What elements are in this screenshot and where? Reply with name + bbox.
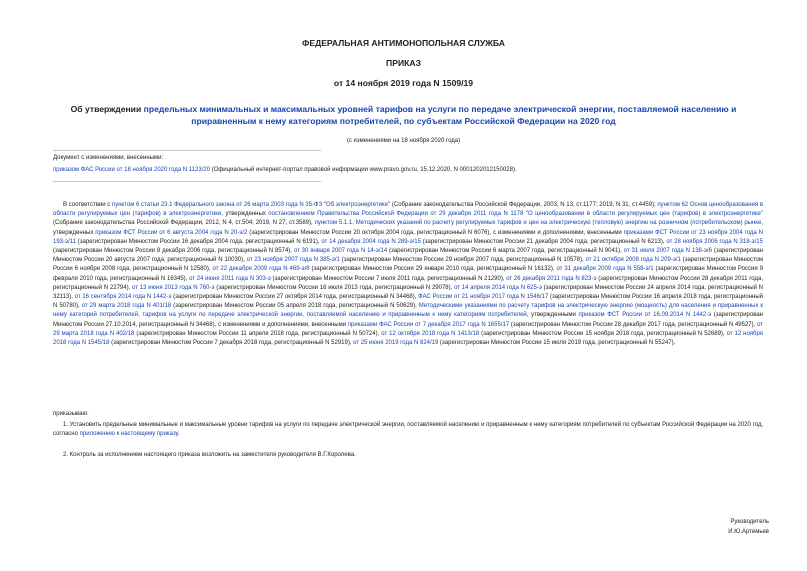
preamble-text: (зарегистрирован Минюстом России 21 декабря 2004 года, регистрационный N 6213), — [420, 238, 667, 245]
preamble-link[interactable]: от 14 декабря 2004 года N 289-э/15 — [321, 238, 421, 245]
order-word: приказываю: — [53, 411, 89, 417]
changes-link[interactable]: приказом ФАС России от 18 ноября 2020 года N 1123/20 — [53, 167, 211, 173]
preamble-link[interactable]: пунктом 5.1.1. Методических указаний по расчету регулируемых тарифов и цен на электрическую (тепловую) энергию на розничном (потребительском) рынке — [314, 220, 762, 227]
preamble-link[interactable]: от 13 июня 2013 года N 760-э — [132, 284, 215, 291]
preamble-text: (Собрание законодательства Российской Федерации, 2012, N 4, ст.504; 2019, N 27, ст.3589), — [53, 220, 315, 227]
preamble-text: (зарегистрирован Минюстом России 28 декабря 2017 года, регистрационный N 49527), — [509, 321, 758, 328]
preamble-text: (зарегистрирован Минюстом России 20 октября 2004 года, регистрационный N 6076), с изменениями и дополнениями, внесенными — [247, 229, 624, 236]
changes-source — [53, 167, 773, 173]
preamble-link[interactable]: от 31 июля 2007 года N 138-э/6 — [623, 248, 712, 255]
preamble-link[interactable]: от 29 марта 2018 года N 402/18 — [53, 321, 764, 337]
preamble-text: (зарегистрирован Минюстом России 8 декабря 2006 года, регистрационный N 8574), — [53, 248, 294, 255]
item-1 — [53, 421, 763, 439]
preamble-link[interactable]: от 12 октября 2018 года N 1413/18 — [381, 330, 480, 337]
signatory-role: Руководитель — [730, 519, 769, 525]
amendment-note: (с изменениями на 18 ноября 2020 года) — [346, 138, 461, 144]
preamble-link[interactable]: приказами ФСТ России от 23 ноября 2004 года N 193-э/11 — [53, 229, 764, 245]
agency-name: ФЕДЕРАЛЬНАЯ АНТИМОНОПОЛЬНАЯ СЛУЖБА — [302, 38, 505, 48]
preamble-link[interactable]: пунктом 6 статьи 23.1 Федерального закона от 26 марта 2003 года N 35-ФЗ "Об электроэнергетике" — [111, 202, 391, 208]
preamble-text: (зарегистрирован Минюстом России 16 июля 2013 года, регистрационный N 29078), — [214, 284, 455, 291]
preamble-text: (зарегистрирован Минюстом России 15 июля 2019 года, регистрационный N 55247), — [438, 340, 676, 347]
preamble-text: (зарегистрирован Минюстом России 16 апреля 2018 года, регистрационный N 50780), — [53, 294, 764, 310]
preamble-link[interactable]: от 14 апреля 2014 года N 625-э — [454, 284, 542, 291]
preamble-text: В соответствии с — [63, 202, 112, 208]
preamble-link[interactable]: от 16 сентября 2014 года N 1442-э — [74, 294, 172, 301]
preamble-link[interactable]: от 26 декабря 2011 года N 823-э — [506, 275, 597, 282]
separator-bottom — [53, 181, 321, 182]
preamble-text: , утвержденных — [221, 211, 269, 218]
preamble-text: (зарегистрирован Минюстом России 28 декабря 2011 года, регистрационный N 22794), — [53, 275, 763, 291]
preamble-text: (зарегистрирован Минюстом России 24 апреля 2014 года, регистрационный N 32113), — [53, 284, 763, 301]
preamble-link[interactable]: постановлением Правительства Российской Федерации от 29 декабря 2011 года N 1178 "О ценообразовании в области регулируемых цен (тарифов) в электроэнергетике" — [268, 211, 763, 218]
preamble-link[interactable]: от 28 ноября 2006 года N 318-э/15 — [666, 238, 763, 245]
preamble — [53, 201, 763, 348]
preamble-text: (зарегистрирован Минюстом России 7 июля 2011 года, регистрационный N 21290), — [270, 275, 507, 282]
changes-label: Документ с изменениями, внесенными: — [53, 155, 164, 161]
preamble-text: (зарегистрирован Минюстом России 6 ноября 2008 года, регистрационный N 12580), — [53, 257, 764, 273]
separator-top — [53, 150, 321, 151]
preamble-link[interactable]: от 25 июня 2019 года N 824/19 — [353, 340, 439, 347]
preamble-text: (зарегистрирован Минюстом России 15 ноября 2018 года, регистрационный N 52689), — [479, 330, 727, 337]
preamble-text: , утвержденных — [53, 220, 763, 236]
preamble-link[interactable]: от 30 января 2007 года N 14-э/14 — [293, 248, 388, 255]
preamble-text: , утвержденными — [526, 312, 579, 319]
preamble-link[interactable]: приказом ФСТ России от 16.09.2014 N 1442-э — [578, 312, 712, 319]
appendix-link[interactable]: приложению к настоящему приказу — [79, 431, 178, 438]
preamble-text: (зарегистрирован Минюстом России 05 апреля 2018 года, регистрационный N 50629), — [171, 303, 419, 310]
doc-date-number: от 14 ноября 2019 года N 1509/19 — [333, 78, 474, 88]
preamble-text: (зарегистрирован Минюстом России 6 марта 2007 года, регистрационный N 9041), — [387, 248, 624, 255]
title-link[interactable]: предельных минимальных и максимальных уровней тарифов на услуги по передаче электрической энергии, поставляемой населению и приравненным к нему категориям потребителей, по субъектам Российской Федерации на 2020 год — [143, 104, 737, 126]
preamble-link[interactable]: от 21 октября 2008 года N 209-э/1 — [585, 257, 681, 264]
item-1-end: . — [177, 431, 180, 438]
changes-publication: (Официальный интернет-портал правовой информации www.pravo.gov.ru, 15.12.2020, N 0001202012150028). — [210, 167, 517, 173]
preamble-text: (зарегистрирован Минюстом России 29 января 2010 года, регистрационный N 16132), — [309, 266, 557, 273]
preamble-text: (зарегистрирован Минюстом России 20 августа 2007 года, регистрационный N 10030), — [53, 248, 764, 264]
preamble-text: (зарегистрирован Минюстом России 27 октября 2014 года, регистрационный N 34468), — [171, 294, 419, 301]
preamble-text: (Собрание законодательства Российской Федерации, 2003, N 13, ст.1177; 2019, N 31, ст.4459); — [390, 202, 658, 208]
preamble-link[interactable]: пунктом 62 Основ ценообразования в области регулируемых цен (тарифов) в электроэнергетике — [53, 202, 764, 218]
preamble-text: (зарегистрирован Минюстом России 7 декабря 2018 года, регистрационный N 52919), — [109, 340, 354, 347]
preamble-text: (зарегистрирован Минюстом России 9 февраля 2010 года, регистрационный N 16345), — [53, 266, 763, 282]
item-2: 2. Контроль за исполнением настоящего приказа возложить на заместителя руководителя В.Г.Королева. — [63, 452, 356, 458]
item-1-text: 1. Установить предельные минимальные и максимальные уровни тарифов на услуги по передаче электрической энергии, поставляемой населению и приравненным к нему категориям потребителей по субъектам Российской Федерации на 2020 год, согласно — [53, 422, 763, 438]
document-title — [40, 103, 767, 127]
title-prefix: Об утверждении — [70, 104, 144, 114]
preamble-link[interactable]: от 24 июня 2011 года N 303-э — [189, 275, 271, 282]
preamble-text: (зарегистрирован Минюстом России 29 ноября 2007 года, регистрационный N 10578), — [339, 257, 586, 264]
preamble-text: (зарегистрирован Минюстом России 16 декабря 2004 года, регистрационный N 6191), — [75, 238, 322, 245]
preamble-link[interactable]: от 22 декабря 2009 года N 469-э/8 — [212, 266, 310, 273]
preamble-text: (зарегистрирован Минюстом России 27.10.2014, регистрационный N 34468), с изменениями и дополнениями, внесенными — [53, 312, 763, 328]
preamble-link[interactable]: ФАС России от 21 ноября 2017 года N 1546/17 — [418, 294, 549, 301]
preamble-link[interactable]: от 29 марта 2018 года N 401/18 — [81, 303, 172, 310]
doc-type: ПРИКАЗ — [386, 58, 421, 68]
signatory-name: И.Ю.Артемьев — [728, 529, 769, 535]
preamble-link[interactable]: от 12 ноября 2018 года N 1545/18 — [53, 330, 763, 347]
preamble-link[interactable]: от 31 декабря 2009 года N 558-э/1 — [556, 266, 654, 273]
preamble-link[interactable]: приказом ФСТ России от 6 августа 2004 года N 20-э/2 — [95, 229, 248, 236]
preamble-text: (зарегистрирован Минюстом России 11 апреля 2018 года, регистрационный N 50724), — [134, 330, 382, 337]
preamble-link[interactable]: Методическими указаниями по расчету тарифов на электрическую энергию (мощность) для населения и приравненных к нему категорий потребителей, тарифов на услуги по передаче электрической энергии, поставляемой населению и приравненным к нему категориям потребителей — [53, 303, 763, 319]
preamble-link[interactable]: приказами ФАС России от 7 декабря 2017 года N 1655/17 — [347, 321, 510, 328]
preamble-link[interactable]: от 23 ноября 2007 года N 385-э/1 — [246, 257, 340, 264]
